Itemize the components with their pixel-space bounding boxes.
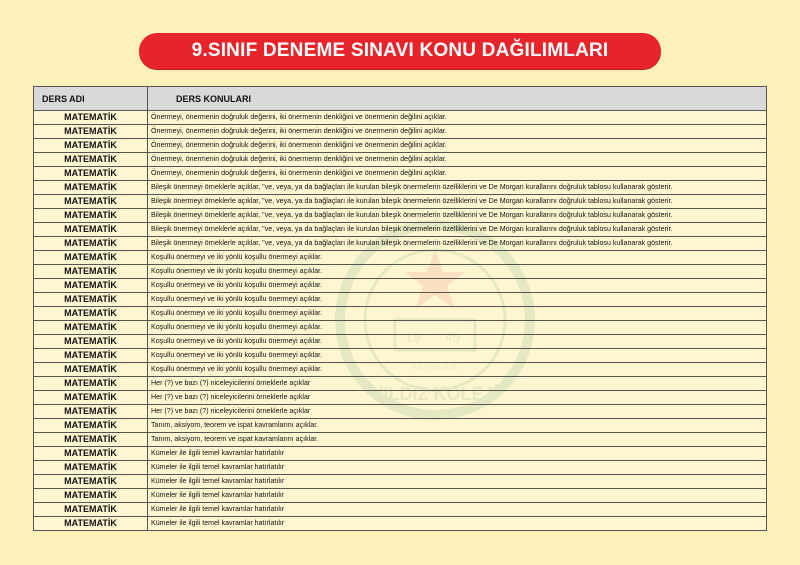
table-row: [34, 139, 767, 153]
topic-cell: Önermeyi, önermenin doğruluk değerini, iki önermenin denkliğini ve önermenin değilini açıklar.: [148, 111, 767, 125]
topic-cell: Kümeler ile ilgili temel kavramlar hatırlatılır: [148, 517, 767, 531]
table-header-row: [34, 87, 767, 111]
subject-cell: MATEMATİK: [34, 517, 148, 531]
table-row: [34, 447, 767, 461]
subject-cell: MATEMATİK: [34, 265, 148, 279]
header-subject: DERS ADI: [34, 87, 148, 111]
subject-cell: MATEMATİK: [34, 111, 148, 125]
table-row: [34, 209, 767, 223]
topic-cell: Koşullu önermeyi ve iki yönlü koşullu önermeyi açıklar.: [148, 251, 767, 265]
table-row: [34, 363, 767, 377]
svg-text:KEYSERİB: KEYSERİB: [412, 362, 458, 372]
topic-cell: Koşullu önermeyi ve iki yönlü koşullu önermeyi açıklar.: [148, 335, 767, 349]
topic-cell: Koşullu önermeyi ve iki yönlü koşullu önermeyi açıklar.: [148, 349, 767, 363]
table-row: [34, 153, 767, 167]
table-row: [34, 517, 767, 531]
subject-cell: MATEMATİK: [34, 125, 148, 139]
topic-cell: Koşullu önermeyi ve iki yönlü koşullu önermeyi açıklar.: [148, 293, 767, 307]
table-row: [34, 489, 767, 503]
table-row: [34, 335, 767, 349]
topic-cell: Her (?) ve bazı (?) niceleyicilerini örneklerle açıklar: [148, 391, 767, 405]
subject-cell: MATEMATİK: [34, 153, 148, 167]
subject-cell: MATEMATİK: [34, 447, 148, 461]
table-row: [34, 503, 767, 517]
topics-table: [33, 86, 767, 531]
topic-cell: Kümeler ile ilgili temel kavramlar hatırlatılır: [148, 503, 767, 517]
table-row: [34, 237, 767, 251]
subject-cell: MATEMATİK: [34, 237, 148, 251]
table-row: [34, 181, 767, 195]
subject-cell: MATEMATİK: [34, 489, 148, 503]
subject-cell: MATEMATİK: [34, 167, 148, 181]
subject-cell: MATEMATİK: [34, 251, 148, 265]
table-row: [34, 321, 767, 335]
subject-cell: MATEMATİK: [34, 433, 148, 447]
subject-cell: MATEMATİK: [34, 363, 148, 377]
subject-cell: MATEMATİK: [34, 475, 148, 489]
table-row: [34, 279, 767, 293]
table-row: [34, 433, 767, 447]
table-row: [34, 405, 767, 419]
subject-cell: MATEMATİK: [34, 335, 148, 349]
svg-text:YILDIZ KOLEJİ: YILDIZ KOLEJİ: [371, 384, 499, 404]
subject-cell: MATEMATİK: [34, 181, 148, 195]
subject-cell: MATEMATİK: [34, 461, 148, 475]
subject-cell: MATEMATİK: [34, 139, 148, 153]
topic-cell: Bileşik önermeyi örneklerle açıklar, "ve, veya, ya da bağlaçları ile kurulan bileşik önermelerin özelliklerini ve De Morgan kurallarını doğruluk tablosu kullanarak gösterir.: [148, 209, 767, 223]
table-row: [34, 475, 767, 489]
topic-cell: Kümeler ile ilgili temel kavramlar hatırlatılır: [148, 489, 767, 503]
subject-cell: MATEMATİK: [34, 503, 148, 517]
topic-cell: Önermeyi, önermenin doğruluk değerini, iki önermenin denkliğini ve önermenin değilini açıklar.: [148, 139, 767, 153]
subject-cell: MATEMATİK: [34, 419, 148, 433]
topic-cell: Tanım, aksiyom, teorem ve ispat kavramlarını açıklar.: [148, 419, 767, 433]
topic-cell: Önermeyi, önermenin doğruluk değerini, iki önermenin denkliğini ve önermenin değilini açıklar.: [148, 153, 767, 167]
table-row: [34, 349, 767, 363]
topic-cell: Koşullu önermeyi ve iki yönlü koşullu önermeyi açıklar.: [148, 265, 767, 279]
table-row: [34, 419, 767, 433]
topic-cell: Kümeler ile ilgili temel kavramlar hatırlatılır: [148, 461, 767, 475]
table-row: [34, 377, 767, 391]
table-row: [34, 461, 767, 475]
topic-cell: Koşullu önermeyi ve iki yönlü koşullu önermeyi açıklar.: [148, 363, 767, 377]
topics-table-container: [33, 86, 766, 531]
topic-cell: Kümeler ile ilgili temel kavramlar hatırlatılır: [148, 447, 767, 461]
topic-cell: Koşullu önermeyi ve iki yönlü koşullu önermeyi açıklar.: [148, 321, 767, 335]
subject-cell: MATEMATİK: [34, 377, 148, 391]
subject-cell: MATEMATİK: [34, 391, 148, 405]
page-title: 9.SINIF DENEME SINAVI KONU DAĞILIMLARI: [139, 33, 661, 69]
topic-cell: Önermeyi, önermenin doğruluk değerini, iki önermenin denkliğini ve önermenin değilini açıklar.: [148, 167, 767, 181]
topic-cell: Her (?) ve bazı (?) niceleyicilerini örneklerle açıklar: [148, 405, 767, 419]
table-row: [34, 391, 767, 405]
table-row: [34, 125, 767, 139]
topic-cell: Koşullu önermeyi ve iki yönlü koşullu önermeyi açıklar.: [148, 279, 767, 293]
table-row: [34, 251, 767, 265]
topic-cell: Her (?) ve bazı (?) niceleyicilerini örneklerle açıklar: [148, 377, 767, 391]
table-row: [34, 167, 767, 181]
subject-cell: MATEMATİK: [34, 321, 148, 335]
svg-text:19: 19: [405, 329, 421, 345]
subject-cell: MATEMATİK: [34, 195, 148, 209]
topic-cell: Kümeler ile ilgili temel kavramlar hatırlatılır: [148, 475, 767, 489]
subject-cell: MATEMATİK: [34, 349, 148, 363]
topic-cell: Bileşik önermeyi örneklerle açıklar, "ve, veya, ya da bağlaçları ile kurulan bileşik önermelerin özelliklerini ve De Morgan kurallarını doğruluk tablosu kullanarak gösterir.: [148, 223, 767, 237]
topic-cell: Koşullu önermeyi ve iki yönlü koşullu önermeyi açıklar.: [148, 307, 767, 321]
table-row: [34, 293, 767, 307]
subject-cell: MATEMATİK: [34, 223, 148, 237]
subject-cell: MATEMATİK: [34, 293, 148, 307]
table-row: [34, 111, 767, 125]
subject-cell: MATEMATİK: [34, 405, 148, 419]
table-row: [34, 307, 767, 321]
subject-cell: MATEMATİK: [34, 279, 148, 293]
topic-cell: Bileşik önermeyi örneklerle açıklar, "ve, veya, ya da bağlaçları ile kurulan bileşik önermelerin özelliklerini ve De Morgan kurallarını doğruluk tablosu kullanarak gösterir.: [148, 181, 767, 195]
subject-cell: MATEMATİK: [34, 209, 148, 223]
subject-cell: MATEMATİK: [34, 307, 148, 321]
svg-text:49: 49: [445, 329, 461, 345]
topic-cell: Tanım, aksiyom, teorem ve ispat kavramlarını açıklar.: [148, 433, 767, 447]
topic-cell: Bileşik önermeyi örneklerle açıklar, "ve, veya, ya da bağlaçları ile kurulan bileşik önermelerin özelliklerini ve De Morgan kurallarını doğruluk tablosu kullanarak gösterir.: [148, 237, 767, 251]
table-row: [34, 195, 767, 209]
topic-cell: Bileşik önermeyi örneklerle açıklar, "ve, veya, ya da bağlaçları ile kurulan bileşik önermelerin özelliklerini ve De Morgan kurallarını doğruluk tablosu kullanarak gösterir.: [148, 195, 767, 209]
table-row: [34, 223, 767, 237]
table-row: [34, 265, 767, 279]
topic-cell: Önermeyi, önermenin doğruluk değerini, iki önermenin denkliğini ve önermenin değilini açıklar.: [148, 125, 767, 139]
header-topics: DERS KONULARI: [148, 87, 767, 111]
